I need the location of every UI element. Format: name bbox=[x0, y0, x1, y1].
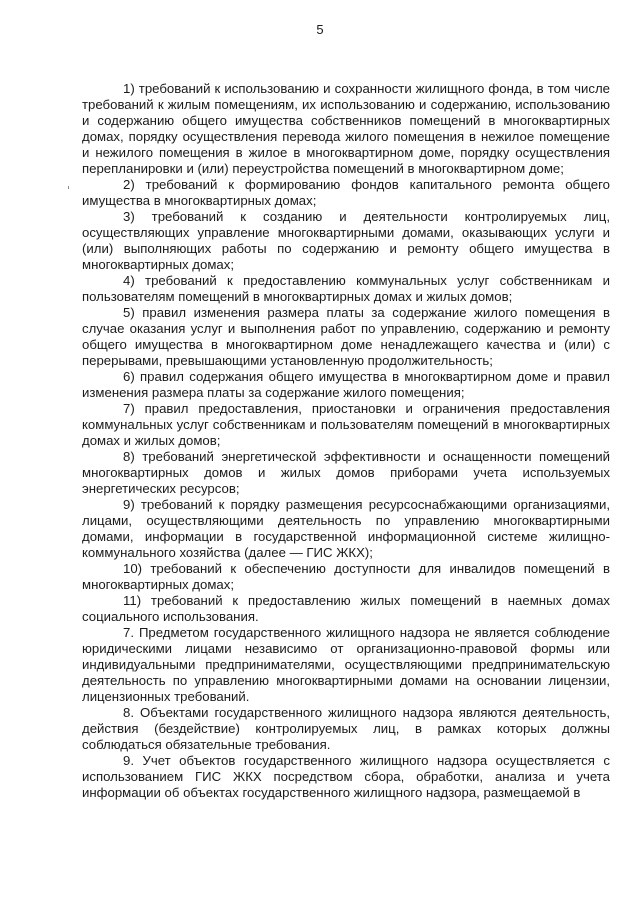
section-7-paragraph: 7. Предметом государственного жилищного надзора не является соблюдение юридическими лицами независимо от организационно-правовой формы или индивидуальными предпринимателями, осуществляющими предпринимательскую деятельность по управлению многоквартирными домами на основании лицензии, лицензионных требований. bbox=[82, 625, 610, 704]
list-item-8: 8) требований энергетической эффективности и оснащенности помещений многоквартирных домов и жилых домов приборами учета используемых энергетических ресурсов; bbox=[82, 449, 610, 496]
list-item-7: 7) правил предоставления, приостановки и ограничения предоставления коммунальных услуг собственникам и пользователям помещений в многоквартирных домах и жилых домов; bbox=[82, 401, 610, 448]
document-body bbox=[82, 81, 610, 801]
list-item-4: 4) требований к предоставлению коммунальных услуг собственникам и пользователям помещений в многоквартирных домах и жилых домов; bbox=[82, 273, 610, 304]
page-number: 5 bbox=[316, 22, 324, 37]
section-9-paragraph: 9. Учет объектов государственного жилищного надзора осуществляется с использованием ГИС ЖКХ посредством сбора, обработки, анализа и учета информации об объектах государственного жилищного надзора, размещаемой в bbox=[82, 753, 610, 800]
list-item-11: 11) требований к предоставлению жилых помещений в наемных домах социального использования. bbox=[82, 593, 610, 624]
list-item-1: 1) требований к использованию и сохранности жилищного фонда, в том числе требований к жилым помещениям, их использованию и содержанию, использованию и содержанию общего имущества собственников помещений в многоквартирных домах, порядку осуществления перевода жилого помещения в нежилое помещение и нежилого помещения в жилое в многоквартирном доме, порядку осуществления перепланировки и (или) переустройства помещений в многоквартирном доме; bbox=[82, 81, 610, 176]
list-item-2: 2) требований к формированию фондов капитального ремонта общего имущества в многоквартирных домах; bbox=[82, 177, 610, 208]
list-item-5: 5) правил изменения размера платы за содержание жилого помещения в случае оказания услуг и выполнения работ по управлению, содержанию и ремонту общего имущества в многоквартирном доме ненадлежащего качества и (или) с перерывами, превышающими установленную продолжительность; bbox=[82, 305, 610, 368]
section-8-paragraph: 8. Объектами государственного жилищного надзора являются деятельность, действия (бездействие) контролируемых лиц, в рамках которых должны соблюдаться обязательные требования. bbox=[82, 705, 610, 752]
margin-mark bbox=[68, 186, 69, 189]
list-item-3: 3) требований к созданию и деятельности контролируемых лиц, осуществляющих управление многоквартирными домами, оказывающих услуги и (или) выполняющих работы по содержанию и ремонту общего имущества в многоквартирных домах; bbox=[82, 209, 610, 272]
list-item-9: 9) требований к порядку размещения ресурсоснабжающими организациями, лицами, осуществляющими деятельность по управлению многоквартирными домами, информации в государственной информационной системе жилищно-коммунального хозяйства (далее — ГИС ЖКХ); bbox=[82, 497, 610, 560]
list-item-6: 6) правил содержания общего имущества в многоквартирном доме и правил изменения размера платы за содержание жилого помещения; bbox=[82, 369, 610, 400]
list-item-10: 10) требований к обеспечению доступности для инвалидов помещений в многоквартирных домах; bbox=[82, 561, 610, 592]
